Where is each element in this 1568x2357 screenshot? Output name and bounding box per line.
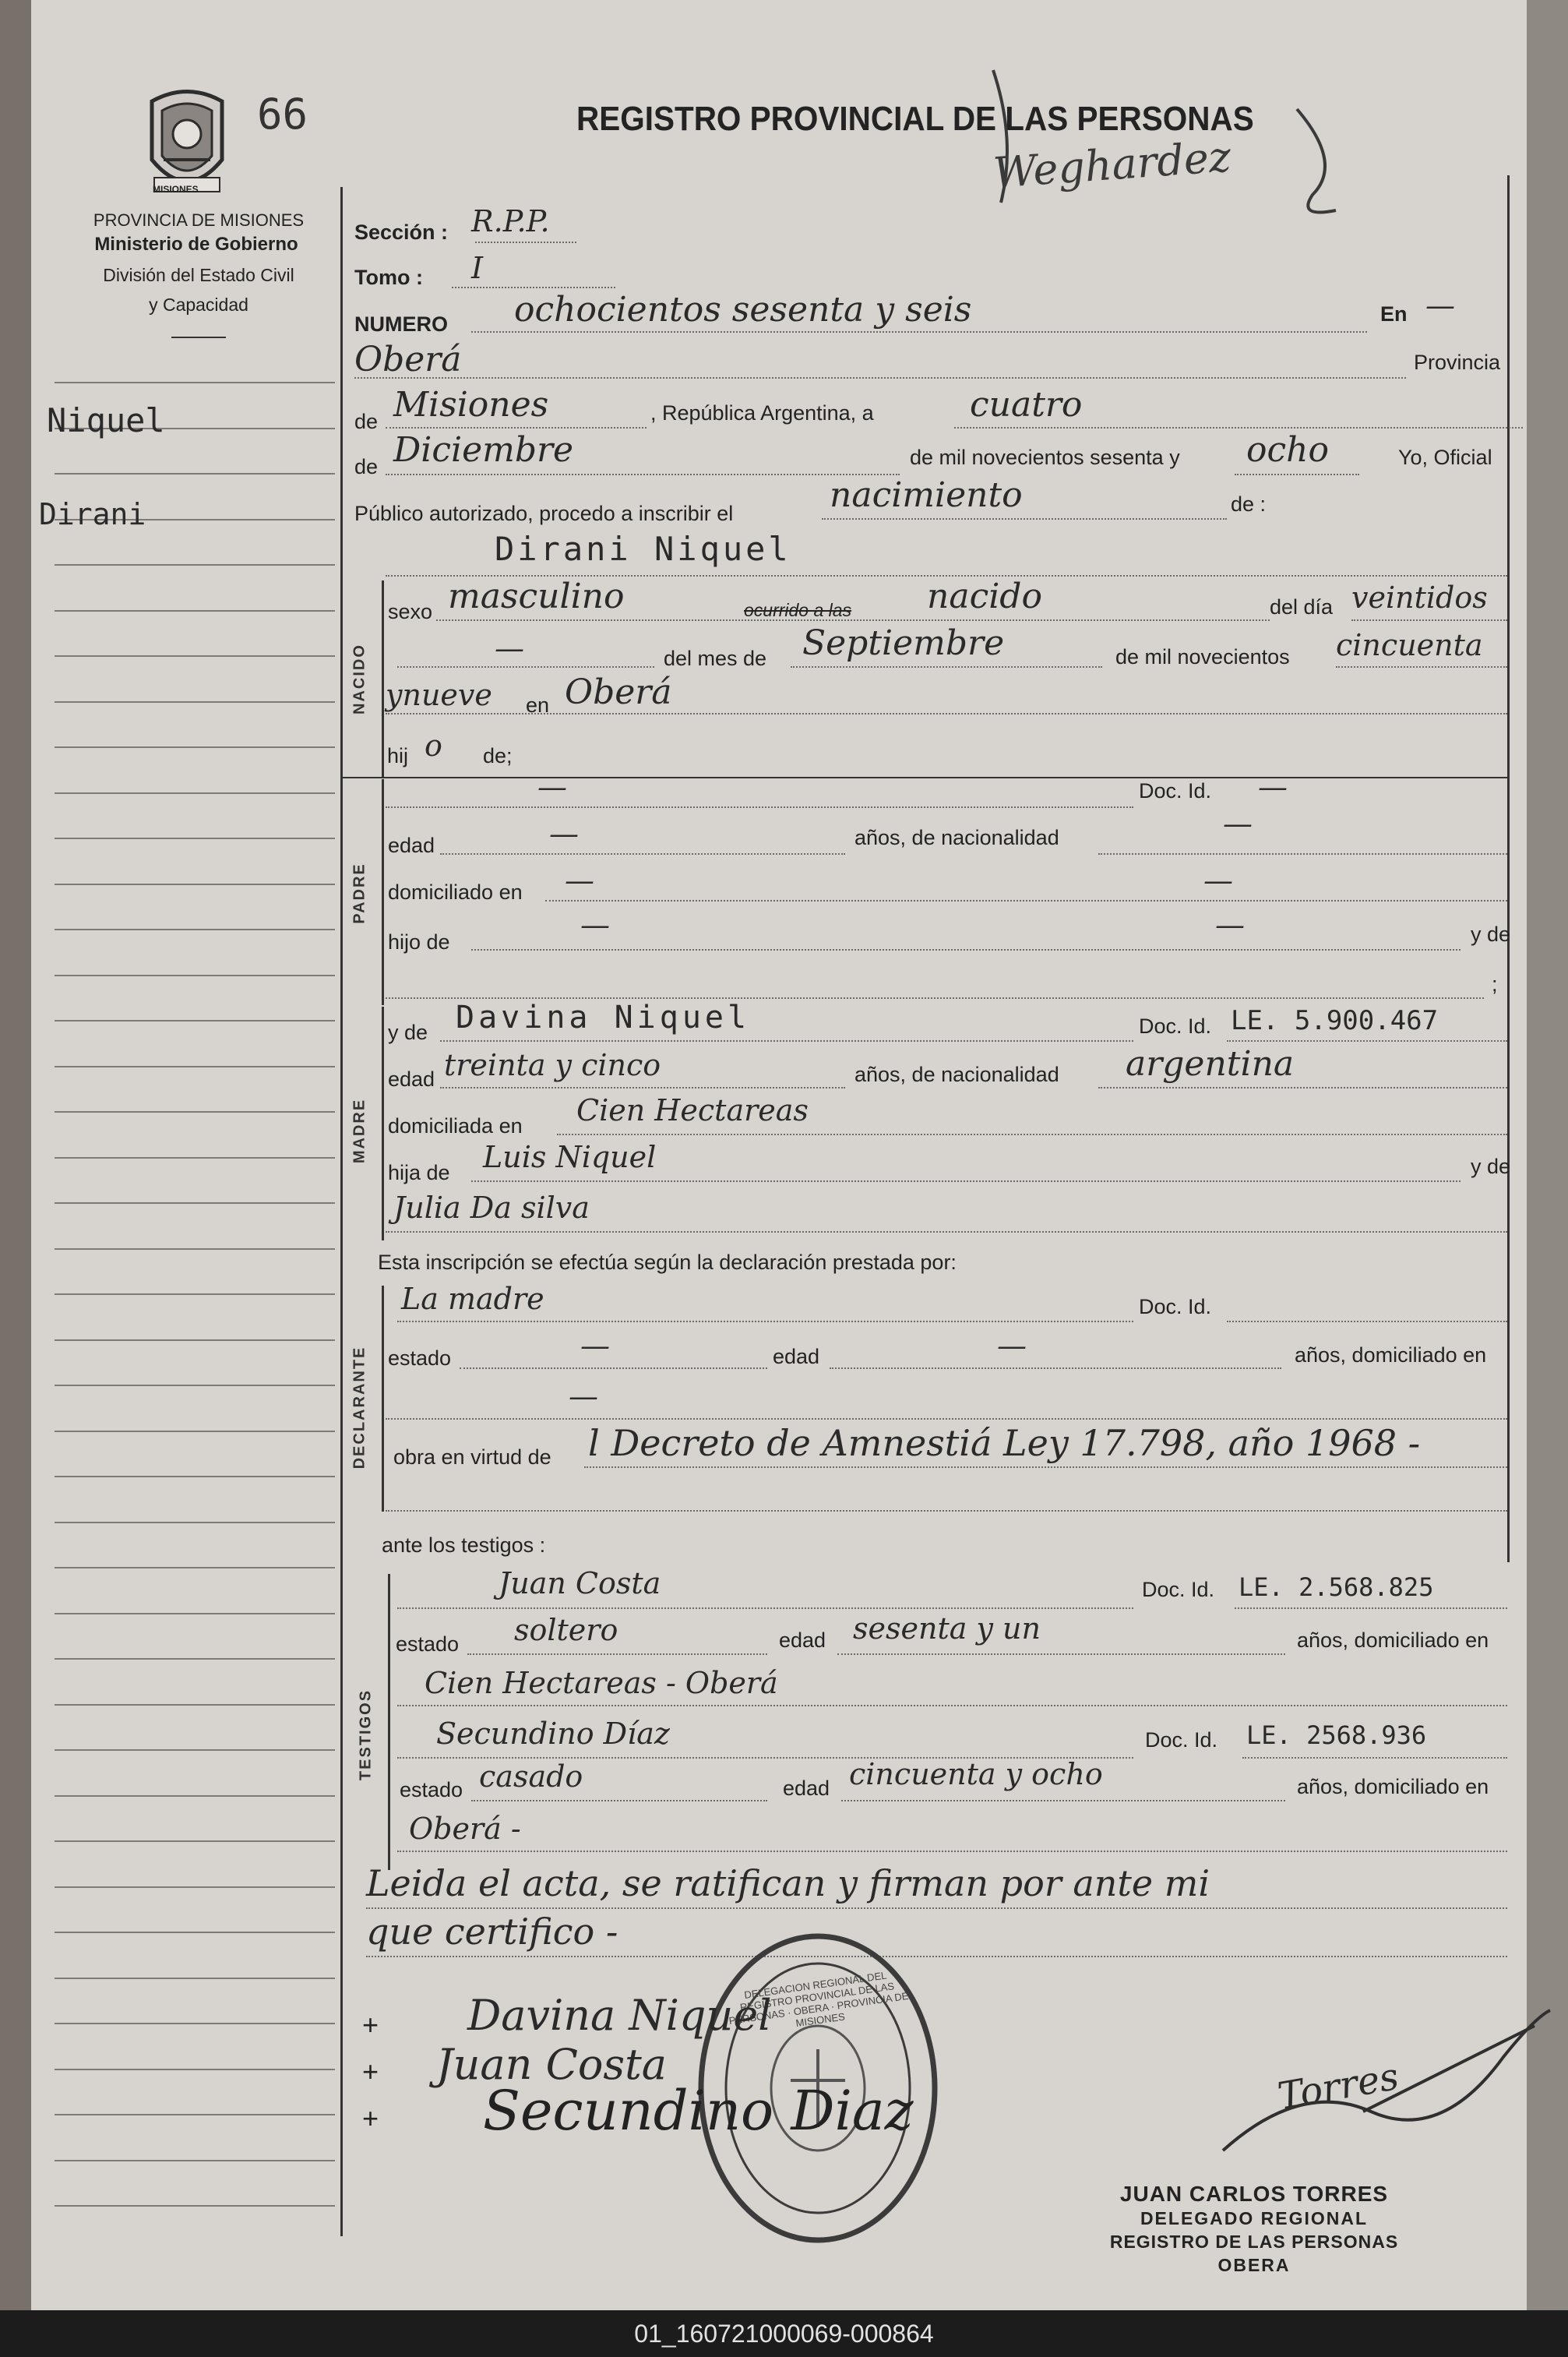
madre-bar xyxy=(382,1007,384,1240)
margin-ruled-line xyxy=(55,1020,335,1021)
madre-yde-label: y de xyxy=(388,1021,428,1044)
margin-ruled-line xyxy=(55,2205,335,2207)
margin-ruled-line xyxy=(55,1339,335,1341)
testigo1-name: Juan Costa xyxy=(499,1566,661,1600)
padre-nac-label: años, de nacionalidad xyxy=(854,826,1059,849)
testigo1-edad: sesenta y un xyxy=(853,1611,1041,1646)
year-label: de mil novecientos sesenta y xyxy=(910,446,1180,469)
padre-yde-label: y de xyxy=(1471,923,1511,946)
ocurrido-struck: ocurrido a las xyxy=(744,600,852,620)
province-line xyxy=(386,427,647,429)
padre-dom-value-2: — xyxy=(1203,863,1233,898)
declarante-doc-line xyxy=(1227,1321,1507,1322)
signature-witness-2: Secundino Diaz xyxy=(483,2079,914,2143)
right-border xyxy=(1507,175,1510,1562)
madre-doc-line xyxy=(1227,1040,1507,1042)
madre-edad-value: treinta y cinco xyxy=(444,1048,661,1082)
testigo2-estado: casado xyxy=(479,1759,583,1794)
testigos-bar xyxy=(388,1574,390,1870)
margin-ruled-line xyxy=(55,1978,335,1979)
declarante-dash-line: — xyxy=(569,1379,598,1413)
madre-dom-label: domiciliada en xyxy=(388,1114,523,1138)
t1-dom-label: años, domiciliado en xyxy=(1297,1628,1489,1652)
official-registry: REGISTRO DE LAS PERSONAS xyxy=(1109,2232,1399,2252)
year-line xyxy=(1235,474,1359,475)
province-heading: PROVINCIA DE MISIONES xyxy=(93,210,305,230)
declarante-intro: Esta inscripción se efectúa según la declaración prestada por: xyxy=(378,1251,957,1274)
padre-nac-value: — xyxy=(1223,806,1253,841)
testigo1-domicilio: Cien Hectareas - Oberá xyxy=(425,1666,778,1700)
month-value: Diciembre xyxy=(393,430,574,470)
padre-dom-line xyxy=(545,900,1507,902)
seccion-value: R.P.P. xyxy=(471,204,550,238)
margin-ruled-line xyxy=(55,1567,335,1568)
cross-mark-2: + xyxy=(362,2055,379,2087)
margin-given-name: Dirani xyxy=(39,497,146,531)
act-value: nacimiento xyxy=(830,475,1023,515)
de-label-1: de xyxy=(354,410,379,433)
sexo-value: masculino xyxy=(448,577,625,616)
margin-ruled-line xyxy=(55,1385,335,1386)
margin-ruled-line xyxy=(55,929,335,930)
padre-dom-label: domiciliado en xyxy=(388,880,523,904)
declarante-estado-value: — xyxy=(580,1328,610,1363)
declarante-bottom-line xyxy=(386,1510,1507,1512)
testigo2-domicilio: Oberá - xyxy=(409,1812,521,1846)
t2-estado-line xyxy=(471,1800,767,1801)
province-value: Misiones xyxy=(393,385,549,425)
padre-name-line xyxy=(386,806,1133,808)
margin-ruled-line xyxy=(55,1704,335,1706)
signature-top: Weghardez xyxy=(992,132,1233,198)
cross-mark-3: + xyxy=(362,2102,379,2134)
tomo-label: Tomo : xyxy=(354,266,423,289)
dia-value: veintidos xyxy=(1351,580,1488,615)
en-label: En xyxy=(1380,302,1408,326)
signature-mother: Davina Niquel xyxy=(467,1991,772,2040)
margin-ruled-line xyxy=(55,1886,335,1888)
margin-ruled-line xyxy=(55,1248,335,1250)
t2-estado-label: estado xyxy=(400,1778,463,1801)
margin-ruled-line xyxy=(55,1111,335,1113)
margin-ruled-line xyxy=(55,792,335,794)
day-line xyxy=(954,427,1523,429)
official-signature-flourish xyxy=(1207,1995,1566,2174)
margin-ruled-line xyxy=(55,1749,335,1751)
testigo1-doc: LE. 2.568.825 xyxy=(1239,1572,1434,1602)
obra-value: l Decreto de Amnestiá Ley 17.798, año 1968 - xyxy=(588,1422,1421,1464)
seccion-label: Sección : xyxy=(354,221,449,244)
birthyear-continued: ynueve xyxy=(386,678,492,712)
ministry-heading: Ministerio de Gobierno xyxy=(94,234,298,255)
official-title: DELEGADO REGIONAL xyxy=(1140,2208,1369,2228)
padre-mother-line xyxy=(386,997,1484,999)
image-caption: 01_160721000069-000864 xyxy=(634,2320,934,2348)
publico-label: Público autorizado, procedo a inscribir el xyxy=(354,502,734,525)
signature-official: Torres xyxy=(1274,2054,1402,2119)
main-border xyxy=(340,187,343,2236)
place-value: Oberá xyxy=(354,340,462,379)
margin-ruled-line xyxy=(55,975,335,976)
declarante-name-line xyxy=(397,1321,1133,1322)
page-title: REGISTRO PROVINCIAL DE LAS PERSONAS xyxy=(576,100,1254,138)
margin-ruled-line xyxy=(55,610,335,612)
madre-nac-value: argentina xyxy=(1126,1044,1295,1084)
madre-yde2-label: y de xyxy=(1471,1155,1511,1178)
t2-dom-label: años, domiciliado en xyxy=(1297,1775,1489,1798)
en-value: — xyxy=(1425,288,1455,323)
padre-end-mark: ; xyxy=(1492,972,1498,996)
madre-hija-line xyxy=(471,1180,1461,1182)
del-dia-label: del día xyxy=(1270,595,1334,619)
madre-hija-label: hija de xyxy=(388,1161,450,1184)
closing-line-2: que certifico - xyxy=(366,1911,618,1953)
sheet-number: 66 xyxy=(257,90,308,139)
padre-hijo-label: hijo de xyxy=(388,930,450,954)
de-label-3: de : xyxy=(1231,492,1267,516)
place-line xyxy=(354,377,1406,379)
padre-hijo-value: — xyxy=(580,908,610,942)
madre-father-value: Luis Niquel xyxy=(483,1140,657,1174)
padre-nac-line xyxy=(1098,853,1507,855)
t2-edad-label: edad xyxy=(783,1777,830,1800)
t1-name-line xyxy=(397,1607,1133,1609)
republica-label: , República Argentina, a xyxy=(650,401,874,425)
numero-value: ochocientos sesenta y seis xyxy=(514,290,972,330)
madre-mother-line xyxy=(386,1231,1507,1233)
official-name: JUAN CARLOS TORRES xyxy=(1119,2182,1389,2206)
person-name: Dirani Niquel xyxy=(495,530,791,568)
signature-flourish xyxy=(970,47,1375,234)
mes-line xyxy=(791,666,1102,668)
t1-edad-line xyxy=(837,1653,1285,1655)
madre-nac-label: años, de nacionalidad xyxy=(854,1063,1059,1086)
month-line xyxy=(386,474,900,475)
nacido-bar xyxy=(382,580,384,777)
padre-section-label: PADRE xyxy=(351,863,368,924)
declarante-section-label: DECLARANTE xyxy=(351,1346,368,1470)
margin-ruled-line xyxy=(55,701,335,703)
day-value: cuatro xyxy=(970,385,1083,425)
seccion-line xyxy=(475,242,576,243)
capacity-heading: y Capacidad xyxy=(149,295,248,315)
margin-ruled-line xyxy=(55,2160,335,2161)
padre-name: — xyxy=(537,770,567,804)
declarante-edad-line xyxy=(830,1367,1281,1369)
closing-line-1: Leida el acta, se ratifican y firman por ante mi xyxy=(366,1862,1210,1904)
page-edge xyxy=(1527,0,1568,2310)
margin-ruled-line xyxy=(55,473,335,475)
padre-bar xyxy=(382,779,384,1005)
act-line xyxy=(822,518,1227,520)
hij-label: hij xyxy=(387,744,409,767)
madre-section-label: MADRE xyxy=(351,1098,368,1164)
de-label-2: de xyxy=(354,455,379,478)
madre-edad-label: edad xyxy=(388,1067,435,1091)
madre-name: Davina Niquel xyxy=(456,1000,751,1036)
hij-suffix: o xyxy=(425,729,442,763)
margin-ruled-line xyxy=(55,884,335,885)
testigo2-doc: LE. 2568.936 xyxy=(1246,1720,1427,1750)
madre-edad-line xyxy=(440,1087,845,1089)
t2-doc-line xyxy=(1242,1757,1507,1759)
tomo-value: I xyxy=(471,251,484,285)
testigos-section-label: TESTIGOS xyxy=(357,1688,375,1781)
margin-ruled-line xyxy=(55,1431,335,1432)
margin-ruled-line xyxy=(55,1522,335,1523)
dia-line xyxy=(1351,619,1507,621)
declarante-edad-label: edad xyxy=(773,1345,820,1368)
oficial-label: Yo, Oficial xyxy=(1398,446,1492,469)
madre-name-line xyxy=(440,1040,1133,1042)
madre-mother-value: Julia Da silva xyxy=(393,1191,590,1225)
year-value: ocho xyxy=(1246,430,1329,470)
mil-label: de mil novecientos xyxy=(1115,645,1290,669)
declarante-dom-line xyxy=(386,1418,1507,1420)
madre-nac-line xyxy=(1098,1087,1507,1089)
margin-ruled-line xyxy=(55,1840,335,1842)
margin-ruled-line xyxy=(55,564,335,566)
margin-ruled-line xyxy=(55,1476,335,1477)
margin-ruled-line xyxy=(55,2023,335,2024)
birthplace-value: Oberá xyxy=(565,672,672,712)
margin-ruled-line xyxy=(55,2114,335,2115)
dash-1: — xyxy=(495,631,524,665)
nacido-en-label: en xyxy=(526,693,550,717)
margin-ruled-line xyxy=(55,746,335,748)
madre-doc-label: Doc. Id. xyxy=(1139,1014,1212,1038)
t1-edad-label: edad xyxy=(779,1628,826,1652)
nacido-value: nacido xyxy=(927,577,1042,616)
t1-dom-line xyxy=(397,1705,1507,1706)
numero-line xyxy=(471,331,1367,333)
nacido-rule xyxy=(343,777,1507,778)
declarante-estado-label: estado xyxy=(388,1346,452,1370)
signature-witness-1: Juan Costa xyxy=(436,2040,667,2089)
padre-edad-line xyxy=(440,853,845,855)
cross-mark-1: + xyxy=(362,2009,379,2041)
birthplace-line xyxy=(386,713,1507,715)
sexo-line xyxy=(436,619,1270,621)
dash-line xyxy=(397,666,654,668)
t1-doc-label: Doc. Id. xyxy=(1142,1578,1215,1601)
padre-hijo-line xyxy=(471,949,1461,951)
margin-surname: Niquel xyxy=(47,401,165,439)
t2-doc-label: Doc. Id. xyxy=(1145,1728,1218,1752)
testigos-intro: ante los testigos : xyxy=(382,1533,546,1557)
padre-doc-label: Doc. Id. xyxy=(1139,779,1212,803)
round-seal-lettering: DELEGACION REGIONAL DEL REGISTRO PROVINCIAL DE LAS PERSONAS · OBERA · PROVINCIA DE MISIONES xyxy=(728,1969,910,2030)
testigo2-edad: cincuenta y ocho xyxy=(849,1757,1103,1791)
birthyear-line xyxy=(1336,666,1507,668)
madre-dom-value: Cien Hectareas xyxy=(576,1093,809,1127)
declarante-doc-label: Doc. Id. xyxy=(1139,1295,1212,1318)
margin-ruled-line xyxy=(55,1613,335,1614)
margin-ruled-line xyxy=(55,382,335,383)
numero-label: NUMERO xyxy=(354,312,448,336)
division-heading: División del Estado Civil xyxy=(103,265,294,285)
short-rule xyxy=(171,337,226,338)
margin-ruled-line xyxy=(55,1202,335,1204)
t2-dom-line xyxy=(397,1851,1507,1852)
margin-ruled-line xyxy=(55,838,335,839)
t2-edad-line xyxy=(841,1800,1285,1801)
padre-dom-value: — xyxy=(565,863,594,898)
closing-line-1-rule xyxy=(366,1907,1507,1909)
hijo-de-label: de; xyxy=(483,744,513,767)
official-city: OBERA xyxy=(1217,2255,1291,2275)
provincia-label: Provincia xyxy=(1414,351,1501,374)
declarante-dom-label: años, domiciliado en xyxy=(1295,1343,1487,1367)
testigo1-estado: soltero xyxy=(514,1613,618,1647)
madre-dom-line xyxy=(557,1134,1507,1135)
margin-ruled-line xyxy=(55,1795,335,1797)
mes-value: Septiembre xyxy=(802,623,1005,663)
nacido-section-label: NACIDO xyxy=(351,644,368,715)
padre-edad-value: — xyxy=(549,817,579,851)
declarante-estado-line xyxy=(460,1367,767,1369)
del-mes-label: del mes de xyxy=(664,647,767,670)
t1-doc-line xyxy=(1235,1607,1507,1609)
margin-ruled-line xyxy=(55,1293,335,1295)
logo-lettering: MISIONES xyxy=(153,184,199,195)
tomo-line xyxy=(452,287,615,288)
margin-ruled-line xyxy=(55,655,335,657)
obra-line xyxy=(584,1466,1507,1468)
t1-estado-label: estado xyxy=(396,1632,460,1656)
t1-estado-line xyxy=(467,1653,767,1655)
sexo-label: sexo xyxy=(388,600,433,623)
padre-doc-value: — xyxy=(1258,770,1288,804)
padre-hijo-value-2: — xyxy=(1215,908,1245,942)
margin-ruled-line xyxy=(55,2069,335,2070)
declarante-name: La madre xyxy=(401,1282,544,1316)
birthyear-value: cincuenta xyxy=(1336,628,1483,662)
padre-edad-label: edad xyxy=(388,834,435,857)
image-caption-bar xyxy=(0,2310,1568,2357)
declarante-edad-value: — xyxy=(997,1328,1027,1363)
margin-ruled-line xyxy=(55,1157,335,1159)
madre-doc-value: LE. 5.900.467 xyxy=(1231,1005,1439,1036)
margin-ruled-line xyxy=(55,1066,335,1067)
testigo2-name: Secundino Díaz xyxy=(436,1717,670,1751)
margin-ruled-line xyxy=(55,1658,335,1660)
declarante-bar xyxy=(382,1286,384,1512)
obra-label: obra en virtud de xyxy=(393,1445,551,1469)
book-spine xyxy=(0,0,31,2310)
margin-ruled-line xyxy=(55,1932,335,1933)
